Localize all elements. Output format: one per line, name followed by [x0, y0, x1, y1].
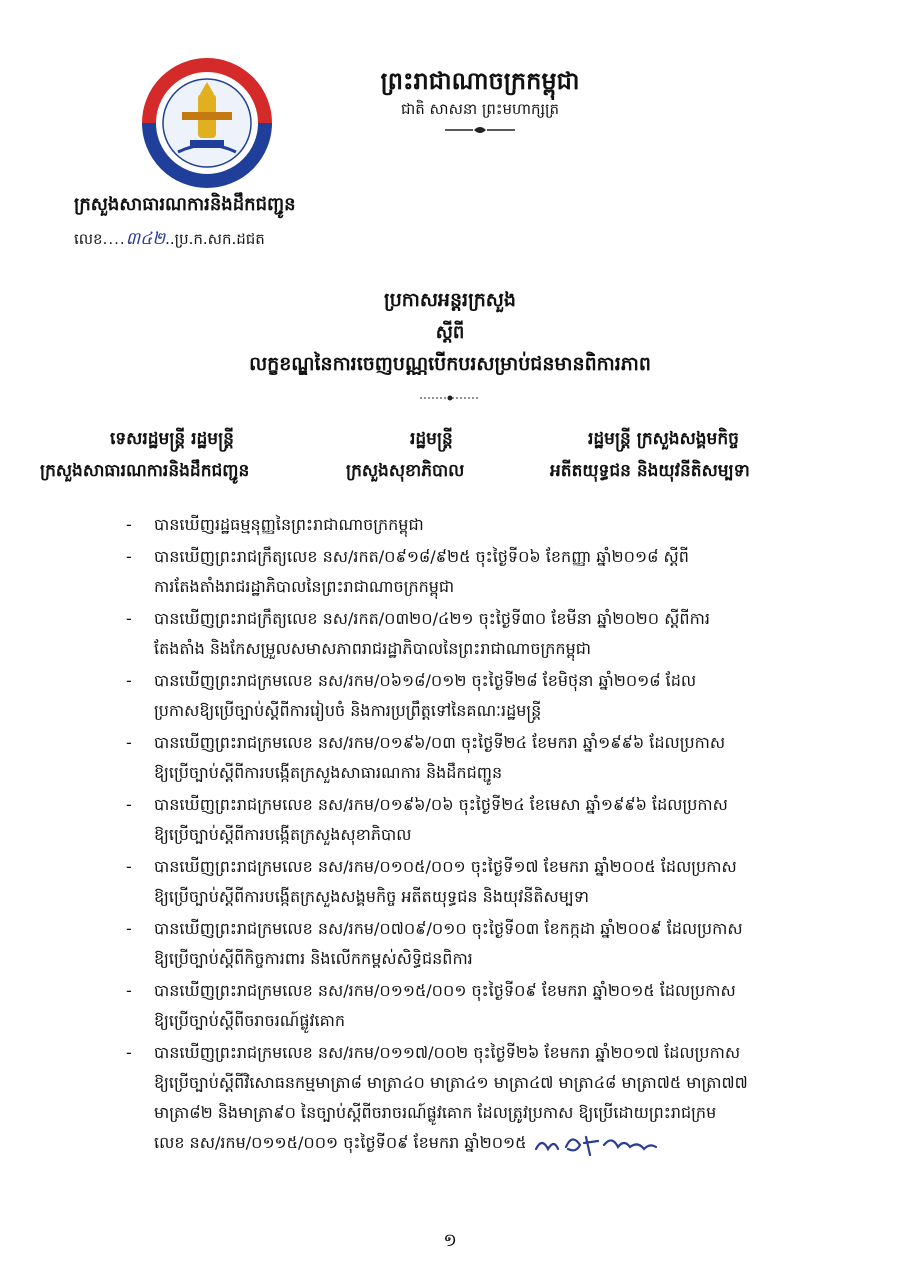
list-item: - បានឃើញព្រះរាជក្រមលេខ នស/រកម/០៧០៩/០១០ ចុះថ្ងៃទី០៣ ខែកក្កដា ឆ្នាំ២០០៩ ដែលប្រកាស ឱ្យប្រើច្បាប់ស្តីពីកិច្ចការពារ និងលើកកម្ពស់សិទ្ធិជនពិការ [126, 919, 743, 968]
reference-number [74, 226, 265, 252]
authority-title-2: រដ្ឋមន្ត្រី [410, 429, 453, 449]
national-motto: ជាតិ សាសនា ព្រះមហាក្សត្រ [400, 100, 560, 118]
document-type: ប្រកាសអន្តរក្រសួង [384, 289, 516, 311]
kingdom-name: ព្រះរាជាណាចក្រកម្ពុជា [380, 66, 580, 95]
title-about: ស្តីពី [435, 322, 465, 343]
ministry-logo [140, 56, 274, 190]
list-item: - បានឃើញព្រះរាជក្រមលេខ នស/រកម/០៦១៨/០១២ ចុះថ្ងៃទី២៨ ខែមិថុនា ឆ្នាំ២០១៨ ដែល ប្រកាសឱ្យប្រើច្បាប់ស្តីពីការរៀបចំ និងការប្រព្រឹត្តទៅនៃគណៈរដ្ឋមន្ត្រី [126, 671, 697, 720]
authority-ministry-2: ក្រសួងសុខាភិបាល [346, 461, 465, 481]
ref-handwritten-number: ៣៤២ [125, 229, 166, 249]
list-item: - បានឃើញព្រះរាជក្រមលេខ នស/រកម/០១០៥/០០១ ចុះថ្ងៃទី១៧ ខែមករា ឆ្នាំ២០០៥ ដែលប្រកាស ឱ្យប្រើច្បាប់ស្តីពីការបង្កើតក្រសួងសង្គមកិច្ច អតីតយុទ្ធជន និងយុវនីតិសម្បទា [126, 857, 737, 906]
list-item: - បានឃើញព្រះរាជក្រឹត្យលេខ នស/រកត/០៣២០/៤២១ ចុះថ្ងៃទី៣០ ខែមីនា ឆ្នាំ២០២០ ស្តីពីការ តែងតាំង និងកែសម្រួលសមាសភាពរាជរដ្ឋាភិបាលនៃព្រះរាជាណាចក្រកម្ពុជា [126, 609, 710, 658]
ref-prefix: លេខ [74, 230, 103, 248]
issuing-authorities [40, 426, 860, 490]
list-item: - បានឃើញព្រះរាជក្រមលេខ នស/រកម/០១៩៦/០៣ ចុះថ្ងៃទី២៤ ខែមករា ឆ្នាំ១៩៩៦ ដែលប្រកាស ឱ្យប្រើច្បាប់ស្តីពីការបង្កើតក្រសួងសាធារណការ និងដឹកជញ្ជូន [126, 733, 726, 782]
list-item: - បានឃើញព្រះរាជក្រមលេខ នស/រកម/០១១៧/០០២ ចុះថ្ងៃទី២៦ ខែមករា ឆ្នាំ២០១៧ ដែលប្រកាស ឱ្យប្រើច្បាប់ស្តីពីវិសោធនកម្មមាត្រា៨ មាត្រា៤០ មាត្រា៤១ មាត្រា៤៧ មាត្រា៤៨ មាត្រា៧៥ មាត្រា៧៧ មាត្រា៨២ និងមាត្រា៩០ នៃច្បាប់ស្តីពីចរាចរណ៍ផ្លូវគោក ដែលត្រូវប្រកាស ឱ្យប្រើដោយព្រះរាជក្រម លេខ នស/រកម/០១១៥/០០១ ចុះថ្ងៃទី០៩ ខែមករា ឆ្នាំ២០១៥ [120, 1038, 862, 1132]
authority-title-1: ទេសរដ្ឋមន្ត្រី រដ្ឋមន្ត្រី [110, 429, 234, 449]
issuing-ministry: ក្រសួងសាធារណការនិងដឹកជញ្ជូន [74, 194, 296, 215]
title-divider-icon [420, 393, 480, 403]
ornament-divider-icon [445, 124, 515, 136]
ref-suffix: ..ប្រ.ក.សក.ដជត [165, 230, 265, 248]
list-item: - បានឃើញព្រះរាជក្រឹត្យលេខ នស/រកត/០៩១៨/៩២៥ ចុះថ្ងៃទី០៦ ខែកញ្ញា ឆ្នាំ២០១៨ ស្តីពី ការតែងតាំងរាជរដ្ឋាភិបាលនៃព្រះរាជាណាចក្រកម្ពុជា [126, 547, 689, 596]
list-item: - បានឃើញរដ្ឋធម្មនុញ្ញនៃព្រះរាជាណាចក្រកម្ពុជា [126, 515, 424, 534]
legal-basis-list [120, 510, 862, 1152]
list-item: - បានឃើញព្រះរាជក្រមលេខ នស/រកម/០១៩៦/០៦ ចុះថ្ងៃទី២៤ ខែមេសា ឆ្នាំ១៩៩៦ ដែលប្រកាស ឱ្យប្រើច្បាប់ស្តីពីការបង្កើតក្រសួងសុខាភិបាល [126, 795, 728, 844]
page-number: ១ [443, 1230, 457, 1251]
list-item: - បានឃើញព្រះរាជក្រមលេខ នស/រកម/០១១៥/០០១ ចុះថ្ងៃទី០៩ ខែមករា ឆ្នាំ២០១៥ ដែលប្រកាស ឱ្យប្រើច្បាប់ស្តីពីចរាចរណ៍ផ្លូវគោក [126, 981, 736, 1030]
authority-ministry-1: ក្រសួងសាធារណការនិងដឹកជញ្ជូន [40, 461, 250, 481]
authority-ministry-3: អតីតយុទ្ធជន និងយុវនីតិសម្បទា [550, 461, 750, 481]
document-subject: លក្ខខណ្ឌនៃការចេញបណ្ណបើកបរសម្រាប់ជនមានពិការភាព [249, 353, 651, 375]
ref-dots: .... [102, 230, 126, 248]
authority-title-3: រដ្ឋមន្ត្រី ក្រសួងសង្គមកិច្ច [588, 429, 739, 449]
kingdom-heading [330, 66, 630, 136]
handwritten-initial-mark [532, 1131, 662, 1157]
